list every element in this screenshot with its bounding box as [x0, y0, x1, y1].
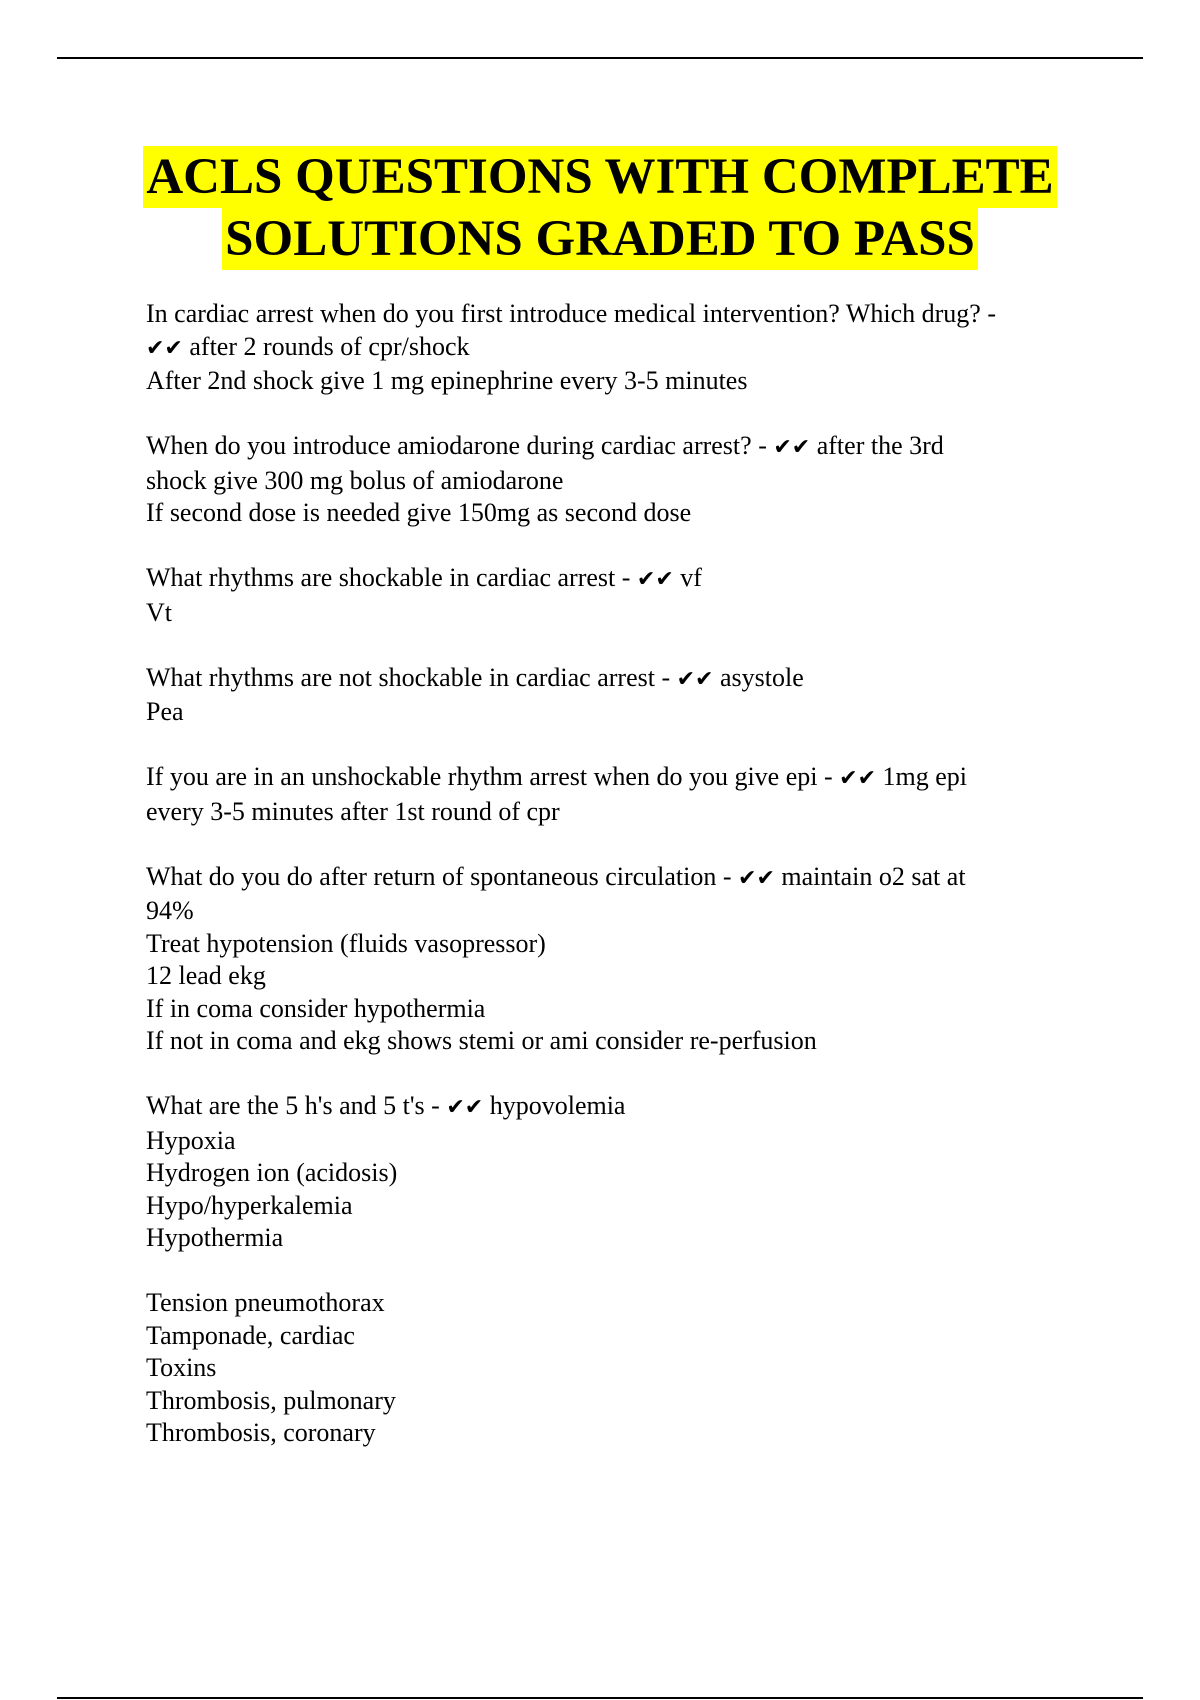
- line-text: What do you do after return of spontaneous circulation -: [146, 861, 739, 891]
- line-text: Tamponade, cardiac: [146, 1320, 355, 1350]
- check-mark-icon: ✔✔: [839, 766, 877, 791]
- qa-item: [146, 761, 1076, 828]
- line-text: after the 3rd: [810, 431, 944, 460]
- line-text: Hypoxia: [146, 1125, 236, 1155]
- qa-item: [146, 562, 1076, 629]
- answer-line: [146, 497, 1076, 530]
- line-text: When do you introduce amiodarone during cardiac arrest? -: [146, 431, 774, 460]
- qa-item: [146, 662, 1076, 729]
- answer-line: [146, 1352, 1076, 1385]
- line-text: If second dose is needed give 150mg as second dose: [146, 498, 692, 527]
- line-text: Tension pneumothorax: [146, 1288, 385, 1317]
- line-text: maintain o2 sat at: [774, 861, 966, 891]
- qa-item: [146, 861, 1076, 1058]
- question-line: [146, 861, 1076, 896]
- answer-line: [146, 928, 1076, 961]
- question-line: [146, 761, 1076, 796]
- line-text: Vt: [146, 597, 172, 627]
- line-text: What rhythms are not shockable in cardiac arrest -: [146, 662, 677, 692]
- check-mark-icon: ✔✔: [636, 567, 674, 592]
- qa-item: [146, 1090, 1076, 1255]
- answer-line: [146, 1190, 1076, 1223]
- question-line: [146, 662, 1076, 697]
- line-text: In cardiac arrest when do you first introduce medical intervention? Which drug? -: [146, 299, 996, 328]
- line-text: If you are in an unshockable rhythm arrest when do you give epi -: [146, 762, 840, 791]
- answer-line: [146, 465, 1076, 498]
- footer-rule: [57, 1697, 1143, 1699]
- line-text: Hydrogen ion (acidosis): [146, 1158, 398, 1187]
- check-mark-icon: ✔✔: [676, 666, 714, 692]
- qa-item: [146, 1287, 1076, 1450]
- qa-item: [146, 298, 1076, 398]
- answer-line: [146, 331, 1076, 366]
- answer-line: [146, 1222, 1076, 1255]
- header-rule: [57, 57, 1143, 59]
- question-line: [146, 430, 1076, 465]
- line-text: vf: [673, 563, 702, 592]
- answer-line: [146, 1385, 1076, 1418]
- line-text: What are the 5 h's and 5 t's -: [146, 1091, 447, 1120]
- line-text: Hypo/hyperkalemia: [146, 1190, 353, 1220]
- line-text: Pea: [146, 697, 184, 726]
- line-text: What rhythms are shockable in cardiac arrest -: [146, 563, 637, 592]
- check-mark-icon: ✔✔: [146, 335, 183, 361]
- question-line: [146, 1287, 1076, 1320]
- check-mark-icon: ✔✔: [773, 435, 811, 460]
- line-text: after 2 rounds of cpr/shock: [182, 331, 470, 361]
- question-line: [146, 298, 1076, 331]
- line-text: Treat hypotension (fluids vasopressor): [146, 928, 546, 958]
- check-mark-icon: ✔✔: [446, 1095, 484, 1120]
- title-line-1: ACLS QUESTIONS WITH COMPLETE: [143, 146, 1056, 208]
- answer-line: [146, 365, 1076, 398]
- question-line: [146, 1090, 1076, 1125]
- title-line-2: SOLUTIONS GRADED TO PASS: [222, 208, 978, 270]
- line-text: After 2nd shock give 1 mg epinephrine every 3-5 minutes: [146, 366, 748, 395]
- answer-line: [146, 895, 1076, 928]
- qa-item: [146, 430, 1076, 530]
- question-line: [146, 562, 1076, 597]
- line-text: Thrombosis, coronary: [146, 1418, 376, 1447]
- qa-content: [146, 298, 1076, 1482]
- answer-line: [146, 1025, 1076, 1058]
- line-text: If in coma consider hypothermia: [146, 993, 486, 1023]
- check-mark-icon: ✔✔: [738, 865, 775, 891]
- line-text: 94%: [146, 896, 194, 925]
- answer-line: [146, 1125, 1076, 1158]
- answer-line: [146, 960, 1076, 993]
- line-text: 12 lead ekg: [146, 961, 266, 990]
- line-text: hypovolemia: [483, 1091, 626, 1120]
- line-text: shock give 300 mg bolus of amiodarone: [146, 465, 564, 495]
- line-text: Toxins: [146, 1353, 217, 1382]
- line-text: Thrombosis, pulmonary: [146, 1385, 396, 1415]
- line-text: 1mg epi: [876, 762, 968, 791]
- line-text: asystole: [713, 662, 804, 692]
- document-title: [0, 146, 1200, 270]
- answer-line: [146, 696, 1076, 729]
- line-text: every 3-5 minutes after 1st round of cpr: [146, 796, 560, 826]
- answer-line: [146, 1157, 1076, 1190]
- answer-line: [146, 1320, 1076, 1353]
- line-text: If not in coma and ekg shows stemi or ami consider re-perfusion: [146, 1026, 817, 1055]
- answer-line: [146, 1417, 1076, 1450]
- answer-line: [146, 993, 1076, 1026]
- line-text: Hypothermia: [146, 1223, 284, 1252]
- answer-line: [146, 796, 1076, 829]
- answer-line: [146, 597, 1076, 630]
